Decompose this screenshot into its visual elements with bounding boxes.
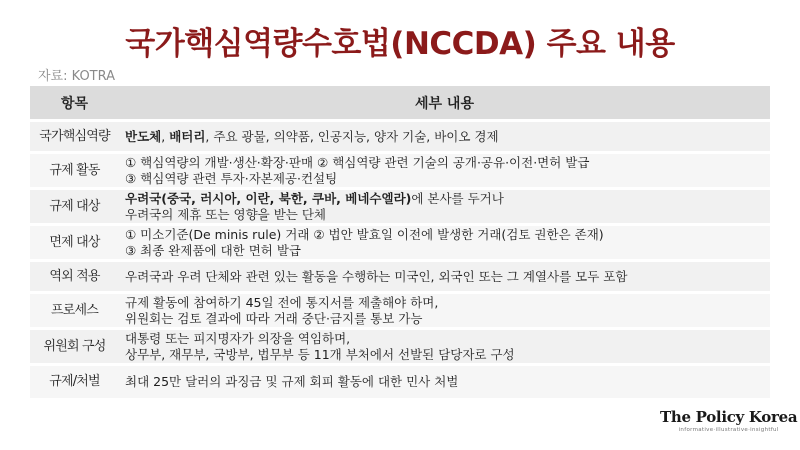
row-category: 규제 대상 [49,198,100,214]
detail-text-bold: 우려국(중국, 러시아, 이란, 북한, 쿠바, 베네수엘라) [125,190,412,206]
detail-text: , [161,128,170,144]
detail-text-bold: 배터리 [169,128,206,144]
detail-text: ③ 핵심역량 관련 투자·자본제공·컨설팅 [125,170,338,186]
detail-text: 대통령 또는 피지명자가 의장을 역임하며, [125,330,351,346]
row-details [119,329,770,365]
detail-text: 최대 25만 달러의 과징금 및 규제 회피 활동에 대한 민사 처벌 [125,373,459,389]
detail-text: 우려국과 우려 단체와 관련 있는 활동을 수행하는 미국인, 외국인 또는 그 계열사를 모두 포함 [125,268,628,284]
row-category: 면제 대상 [49,234,100,250]
table-row [30,153,770,189]
row-details [119,153,770,189]
table-header-row [30,86,770,121]
row-category: 프로세스 [50,302,99,318]
page-title: 국가핵심역량수호법(NCCDA) 주요 내용 [125,26,675,62]
table-row [30,261,770,293]
detail-text: 우려국의 제휴 또는 영향을 받는 단체 [125,206,326,222]
detail-text: 위원회는 검토 결과에 따라 거래 중단·금지를 통보 가능 [125,310,423,326]
brand-logo [660,408,797,433]
detail-line [125,311,766,327]
detail-line [125,227,766,243]
detail-line [125,155,766,171]
detail-line [125,331,766,347]
row-details [119,225,770,261]
row-details [119,261,770,293]
detail-text: 상무부, 재무부, 국방부, 법무부 등 11개 부처에서 선발된 담당자로 구성 [125,346,515,362]
detail-text: ③ 최종 완제품에 대한 면허 발급 [125,242,301,258]
detail-line [125,171,766,187]
detail-line [125,191,766,207]
summary-table [30,86,770,398]
header-details: 세부 내용 [119,86,770,121]
detail-text: 에 본사를 두거나 [411,190,504,206]
header-category: 항목 [30,86,119,121]
table-row [30,293,770,329]
row-details [119,293,770,329]
row-details [119,365,770,398]
logo-name: The Policy Korea [660,408,798,426]
row-category: 규제/처벌 [49,373,100,389]
row-details [119,121,770,153]
table-row [30,329,770,365]
row-category: 역외 적용 [49,268,100,284]
detail-line [125,269,766,285]
detail-text: , 주요 광물, 의약품, 인공지능, 양자 기술, 바이오 경제 [205,128,499,144]
row-details [119,189,770,225]
row-category: 규제 활동 [49,162,100,178]
row-category: 국가핵심역량 [39,128,110,144]
detail-text: ① 미소기준(De minis rule) 거래 ② 법안 발효일 이전에 발생한 거래(검토 권한은 존재) [125,226,604,242]
row-category: 위원회 구성 [43,338,106,354]
detail-line [125,347,766,363]
table-row [30,189,770,225]
source-note: 자료: KOTRA [38,69,116,84]
detail-line [125,374,766,390]
detail-line [125,243,766,259]
detail-line [125,129,766,145]
detail-line [125,207,766,223]
table-row [30,121,770,153]
table-row [30,225,770,261]
detail-line [125,295,766,311]
detail-text: 규제 활동에 참여하기 45일 전에 통지서를 제출해야 하며, [125,294,439,310]
detail-text: ① 핵심역량의 개발·생산·확장·판매 ② 핵심역량 관련 기술의 공개·공유·이전·면허 발급 [125,154,590,170]
detail-text-bold: 반도체 [125,128,162,144]
logo-tagline: informative·illustrative·insightful [678,427,779,433]
table-row [30,365,770,398]
